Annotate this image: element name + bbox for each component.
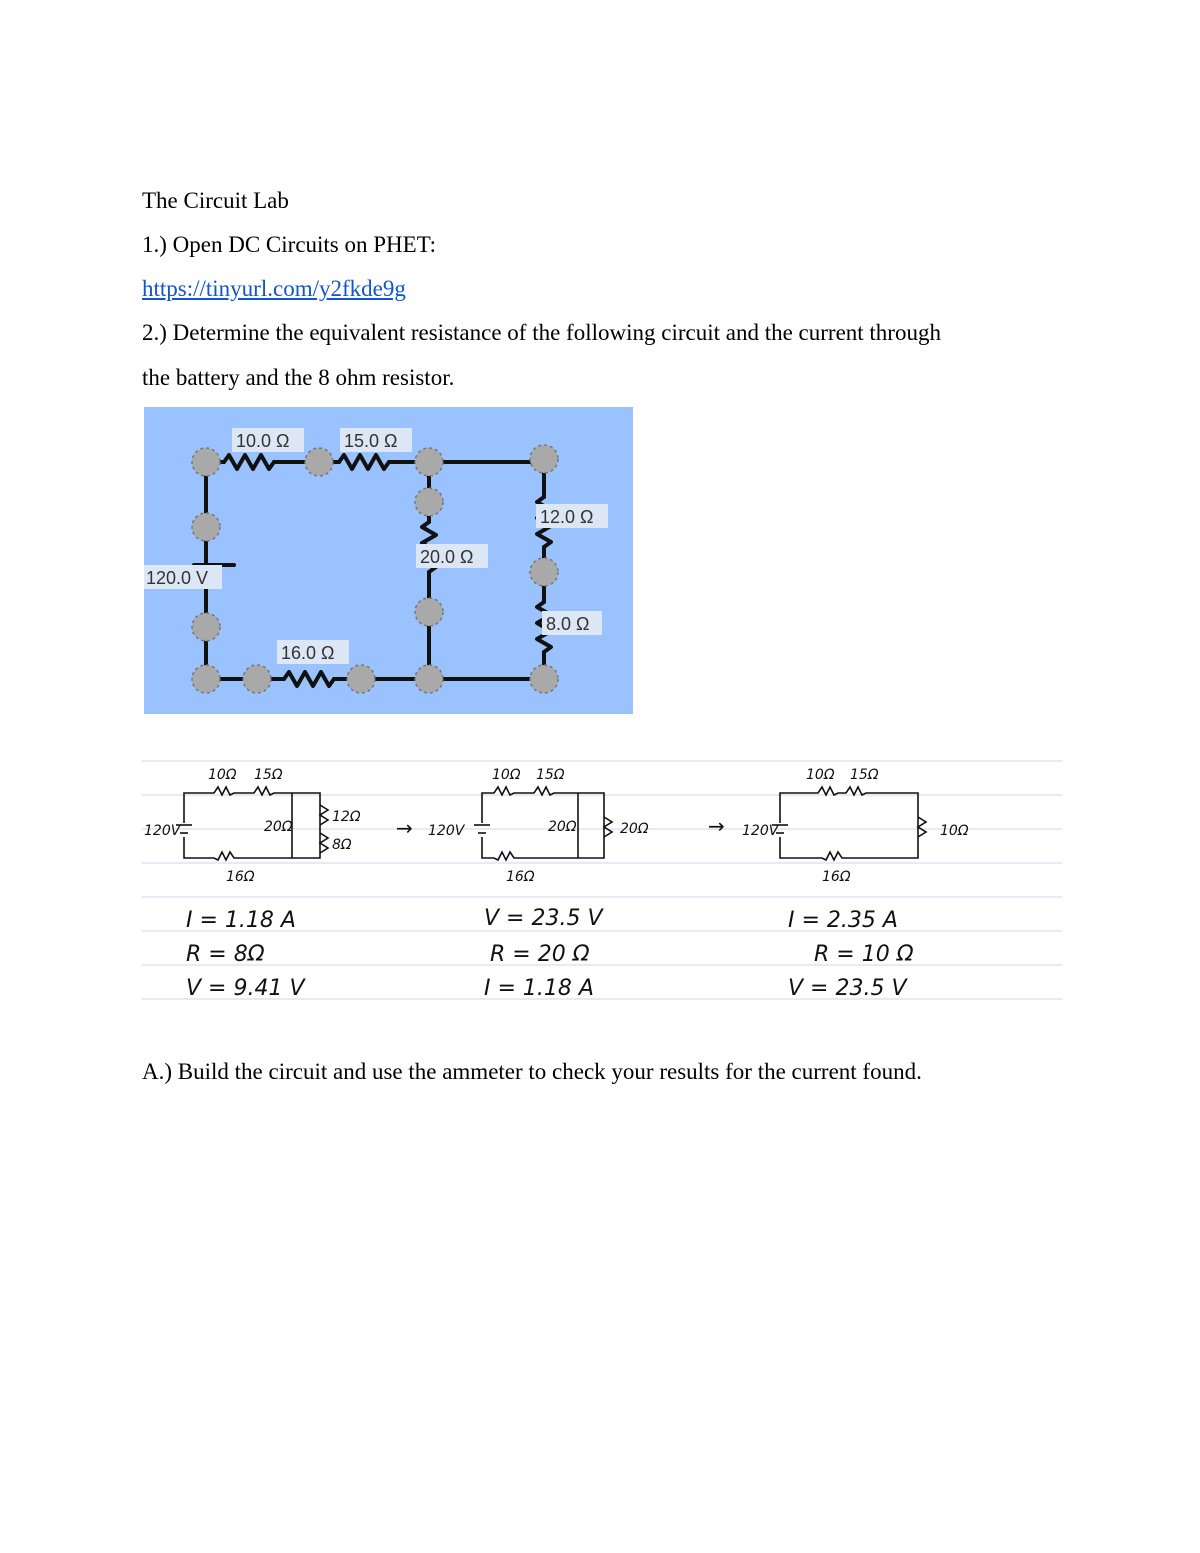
phet-r6-label: 16.0 Ω bbox=[281, 643, 335, 663]
hw-d1-r1: 10Ω bbox=[208, 767, 237, 783]
hw-d3-r1: 10Ω bbox=[806, 767, 835, 783]
phet-circuit-image bbox=[144, 407, 633, 714]
hw-d2-v: 120V bbox=[428, 823, 465, 839]
hw-arrow-1: → bbox=[396, 816, 413, 840]
phet-r4-label: 12.0 Ω bbox=[540, 507, 594, 527]
hw-d3-v: 120V bbox=[742, 823, 779, 839]
handwritten-notes bbox=[142, 755, 1062, 1010]
hw-result-2-current: I = 1.18 A bbox=[484, 976, 594, 1001]
hw-d1-r3: 20Ω bbox=[264, 819, 293, 835]
hw-d2-r4: 20Ω bbox=[620, 821, 649, 837]
hw-d2-r2: 15Ω bbox=[536, 767, 565, 783]
step-1-text: 1.) Open DC Circuits on PHET: bbox=[142, 232, 437, 257]
hw-d2-r1: 10Ω bbox=[492, 767, 521, 783]
hw-result-1-current: I = 1.18 A bbox=[186, 908, 296, 933]
phet-link[interactable]: https://tinyurl.com/y2fkde9g bbox=[142, 276, 406, 301]
hw-result-1-resistance: R = 8Ω bbox=[186, 942, 265, 967]
hw-d1-r6: 16Ω bbox=[226, 869, 255, 885]
document-title: The Circuit Lab bbox=[142, 188, 289, 213]
hw-d1-r4: 12Ω bbox=[332, 809, 361, 825]
hw-result-2-resistance: R = 20 Ω bbox=[490, 942, 590, 967]
hw-d1-r5: 8Ω bbox=[332, 837, 352, 853]
hw-d2-r6: 16Ω bbox=[506, 869, 535, 885]
phet-r3-label: 20.0 Ω bbox=[420, 547, 474, 567]
phet-r5-label: 8.0 Ω bbox=[546, 614, 590, 634]
step-2-text-line2: the battery and the 8 ohm resistor. bbox=[142, 365, 455, 390]
hw-d2-r3: 20Ω bbox=[548, 819, 577, 835]
step-2-text-line1: 2.) Determine the equivalent resistance of the following circuit and the current through bbox=[142, 320, 941, 345]
hw-arrow-2: → bbox=[708, 814, 725, 838]
hw-result-3-voltage: V = 23.5 V bbox=[788, 976, 907, 1001]
hw-result-2-voltage: V = 23.5 V bbox=[484, 906, 603, 931]
phet-battery-label: 120.0 V bbox=[146, 568, 209, 588]
hw-result-3-resistance: R = 10 Ω bbox=[814, 942, 914, 967]
hw-result-1-voltage: V = 9.41 V bbox=[186, 976, 305, 1001]
hw-d3-r6: 16Ω bbox=[822, 869, 851, 885]
phet-r2-label: 15.0 Ω bbox=[344, 431, 398, 451]
hw-d3-r4: 10Ω bbox=[940, 823, 969, 839]
hw-result-3-current: I = 2.35 A bbox=[788, 908, 898, 933]
hw-d3-r2: 15Ω bbox=[850, 767, 879, 783]
step-a-text: A.) Build the circuit and use the ammeter to check your results for the current found. bbox=[142, 1059, 922, 1084]
hw-d1-r2: 15Ω bbox=[254, 767, 283, 783]
hw-d1-v: 120V bbox=[144, 823, 181, 839]
phet-r1-label: 10.0 Ω bbox=[236, 431, 290, 451]
